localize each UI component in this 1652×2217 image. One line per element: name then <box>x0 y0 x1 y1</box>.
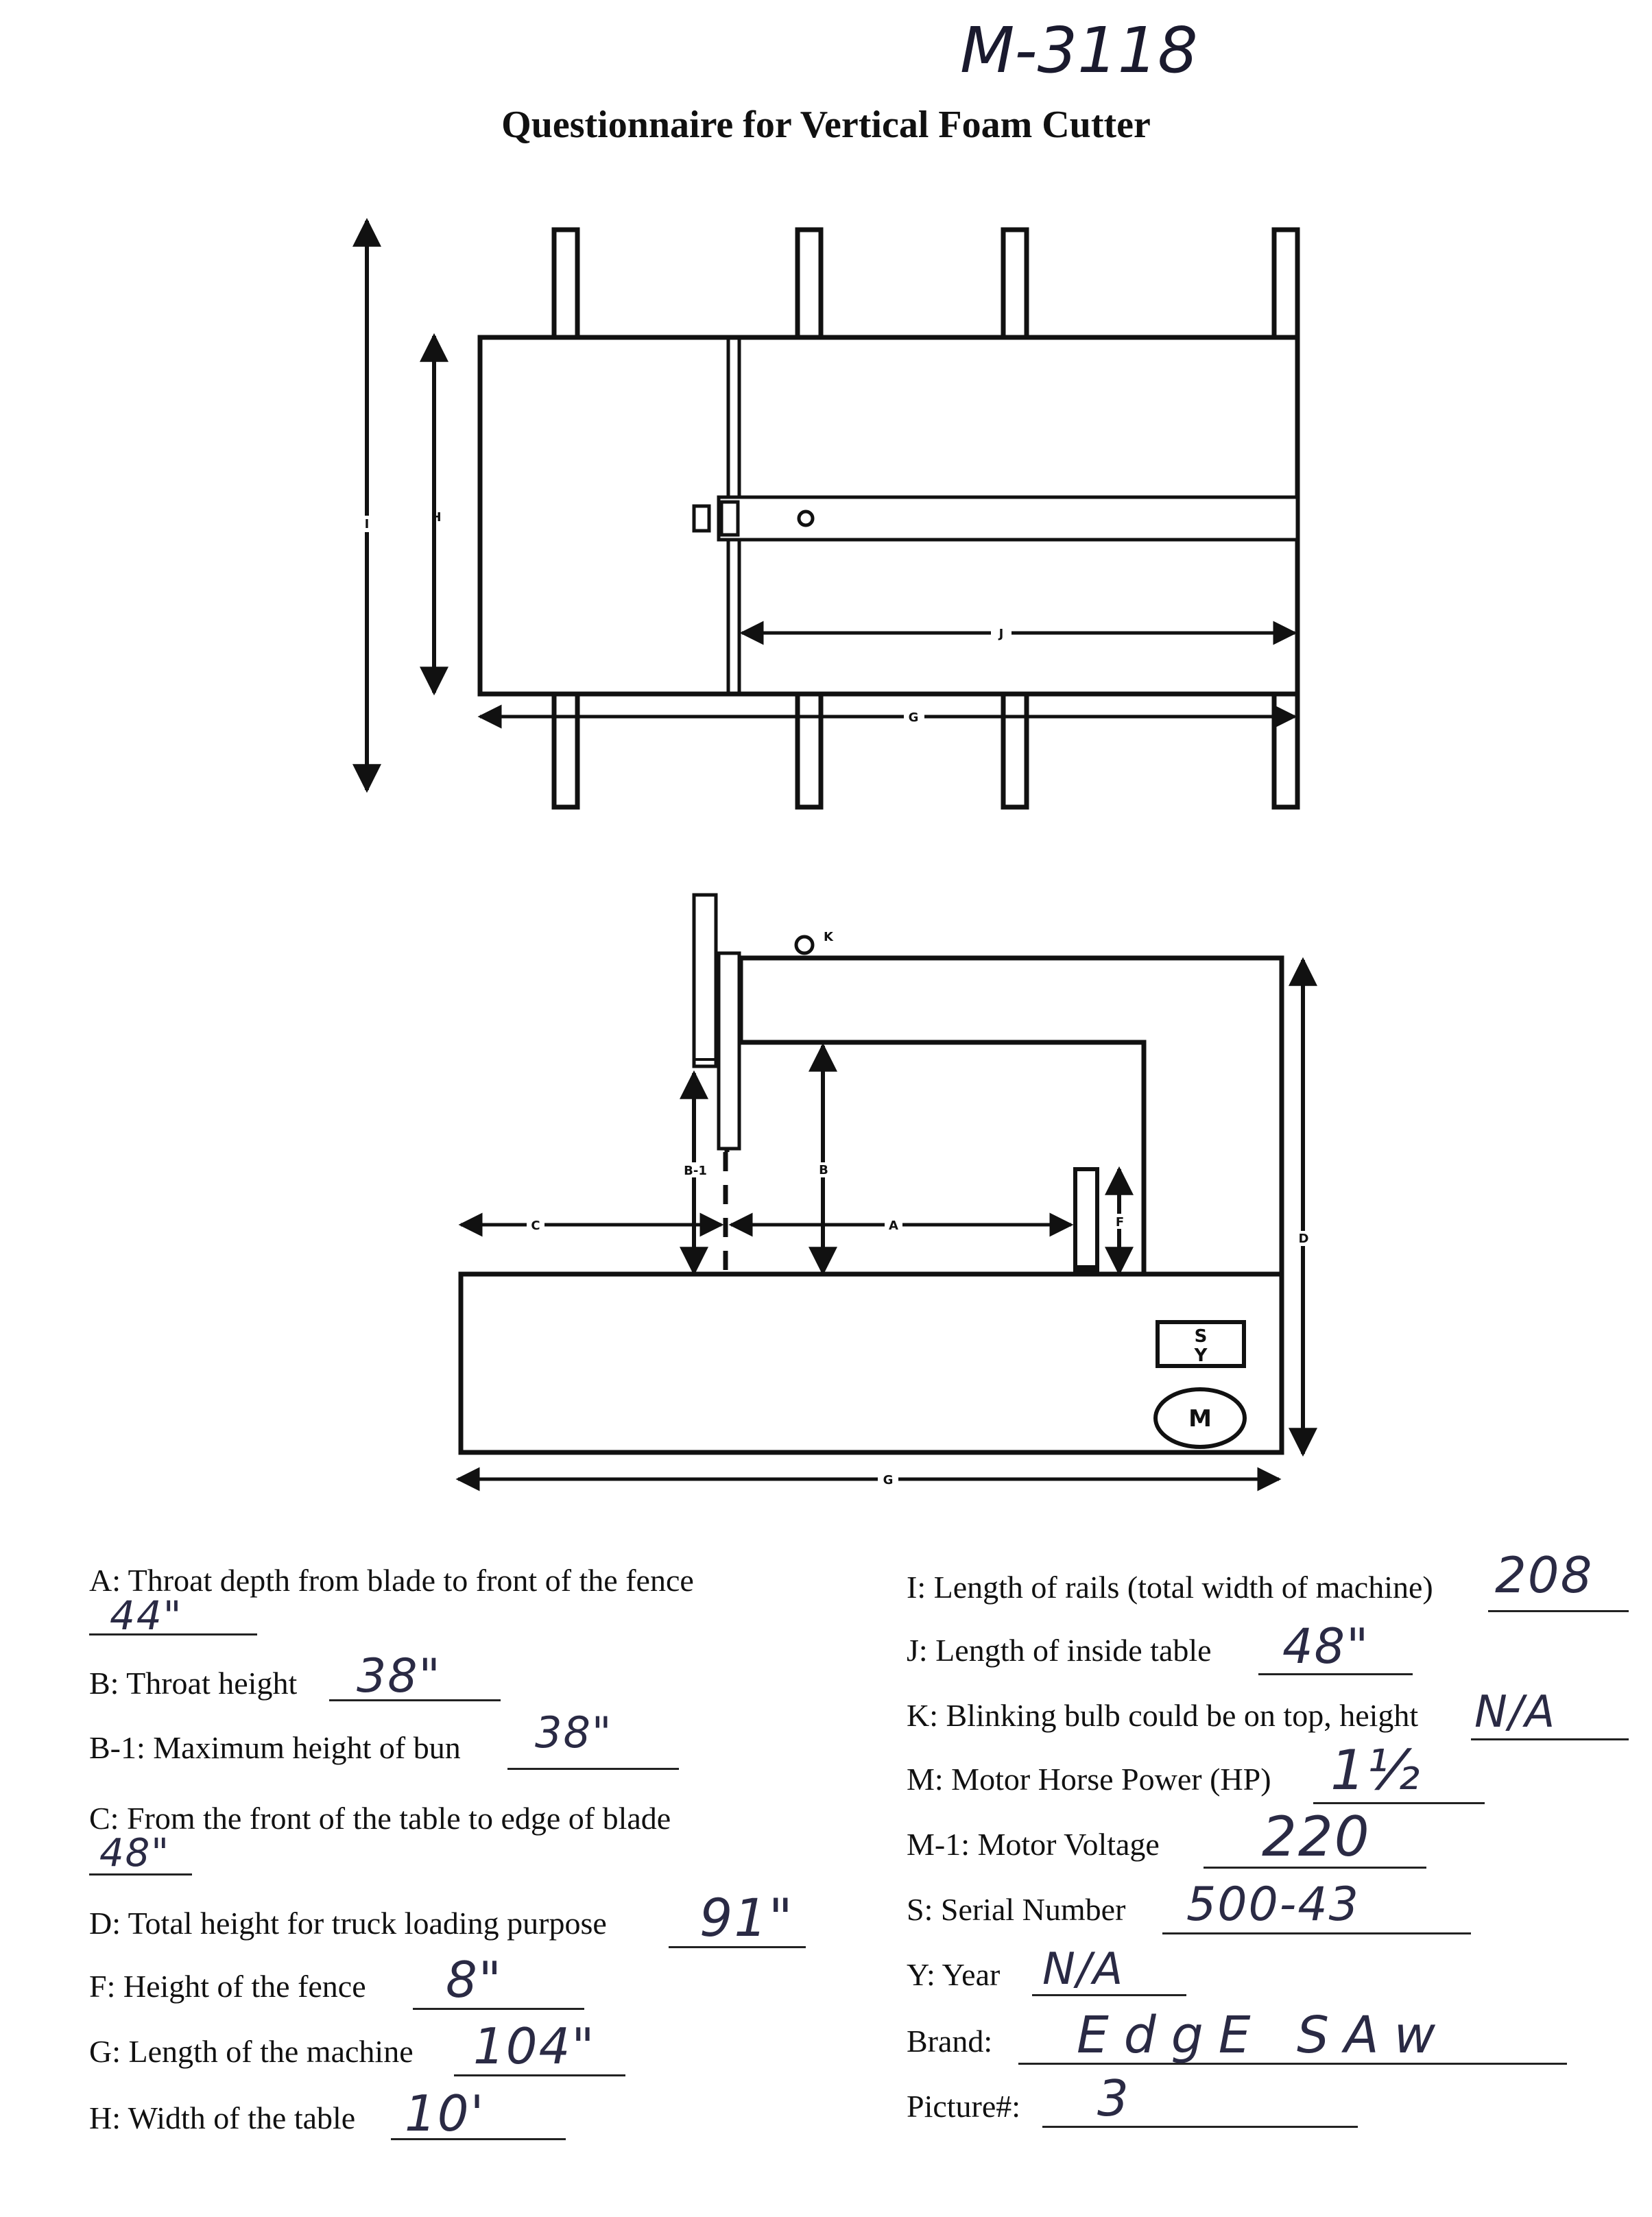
question-b-answer[interactable]: 38" <box>357 1649 442 1703</box>
question-b-label: B: Throat height <box>89 1666 298 1701</box>
question-g-answer[interactable]: 104" <box>473 2017 596 2075</box>
rail-top-4 <box>1274 230 1297 339</box>
question-picture-line <box>1042 2126 1358 2128</box>
question-s-line <box>1162 1932 1471 1934</box>
label-h: H <box>431 510 442 525</box>
fence <box>1075 1169 1097 1274</box>
question-brand-label: Brand: <box>907 2024 993 2059</box>
rail-bottom-1 <box>554 694 577 807</box>
blade-post <box>694 895 716 1066</box>
rail-bottom-2 <box>798 694 821 807</box>
question-s-label: S: Serial Number <box>907 1892 1126 1927</box>
label-j: J <box>998 627 1004 641</box>
question-m-line <box>1313 1802 1485 1804</box>
question-b1-line <box>507 1768 679 1770</box>
rail-top-2 <box>798 230 821 339</box>
question-i-answer[interactable]: 208 <box>1495 1546 1594 1604</box>
form-number: M-3118 <box>960 14 1198 87</box>
question-k-line <box>1471 1738 1629 1740</box>
question-k-label: K: Blinking bulb could be on top, height <box>907 1698 1419 1733</box>
question-m-label: M: Motor Horse Power (HP) <box>907 1762 1271 1797</box>
label-k: K <box>824 930 833 944</box>
question-m-answer[interactable]: 1½ <box>1330 1738 1422 1802</box>
rail-top-1 <box>554 230 577 339</box>
question-h-label: H: Width of the table <box>89 2100 356 2135</box>
question-s-answer[interactable]: 500-43 <box>1186 1878 1360 1932</box>
question-g-label: G: Length of the machine <box>89 2034 414 2069</box>
question-i-label: I: Length of rails (total width of machine) <box>907 1570 1433 1605</box>
question-m1-label: M-1: Motor Voltage <box>907 1827 1160 1862</box>
question-c-answer[interactable]: 48" <box>99 1831 171 1876</box>
rail-top-3 <box>1003 230 1027 339</box>
question-f-label: F: Height of the fence <box>89 1969 366 2004</box>
label-b: B <box>819 1163 828 1177</box>
question-b1-label: B-1: Maximum height of bun <box>89 1730 461 1765</box>
question-m1-answer[interactable]: 220 <box>1262 1805 1371 1869</box>
rail-bottom-3 <box>1003 694 1027 807</box>
label-i: I <box>364 517 370 531</box>
rail-bottom-4 <box>1274 694 1297 807</box>
label-m: M <box>1188 1405 1212 1433</box>
question-a-label: A: Throat depth from blade to front of the fence <box>89 1563 694 1598</box>
label-y: Y <box>1194 1345 1208 1366</box>
question-d-label: D: Total height for truck loading purpose <box>89 1906 607 1941</box>
label-f: F <box>1115 1215 1125 1230</box>
question-brand-answer[interactable]: EdgE SAw <box>1077 2006 1451 2065</box>
question-j-label: J: Length of inside table <box>907 1633 1212 1668</box>
label-b1: B-1 <box>684 1164 707 1178</box>
label-g-top: G <box>908 710 919 725</box>
question-picture-answer[interactable]: 3 <box>1097 2070 1130 2127</box>
question-k-answer[interactable]: N/A <box>1474 1687 1557 1738</box>
page-title: Questionnaire for Vertical Foam Cutter <box>501 104 1151 146</box>
side-view-diagram <box>458 895 1303 1479</box>
question-d-answer[interactable]: 91" <box>699 1887 794 1948</box>
question-h-answer[interactable]: 10' <box>405 2085 486 2142</box>
label-s: S <box>1194 1326 1208 1347</box>
label-c: C <box>531 1219 540 1233</box>
top-view-diagram <box>364 221 1297 807</box>
question-y-label: Y: Year <box>907 1957 1001 1992</box>
question-picture-label: Picture#: <box>907 2089 1021 2124</box>
blinking-bulb <box>796 937 813 953</box>
question-f-answer[interactable]: 8" <box>446 1951 503 2009</box>
question-i-line <box>1488 1610 1629 1612</box>
question-c-label: C: From the front of the table to edge of blade <box>89 1801 671 1836</box>
label-a: A <box>889 1219 898 1233</box>
carriage-bar <box>719 497 1297 540</box>
question-a-answer[interactable]: 44" <box>110 1592 183 1639</box>
question-y-answer[interactable]: N/A <box>1042 1944 1125 1995</box>
label-g-side: G <box>883 1473 894 1487</box>
question-b1-answer[interactable]: 38" <box>535 1707 613 1758</box>
question-j-answer[interactable]: 48" <box>1282 1618 1370 1675</box>
label-d: D <box>1298 1232 1309 1246</box>
machine-frame <box>727 958 1282 1274</box>
